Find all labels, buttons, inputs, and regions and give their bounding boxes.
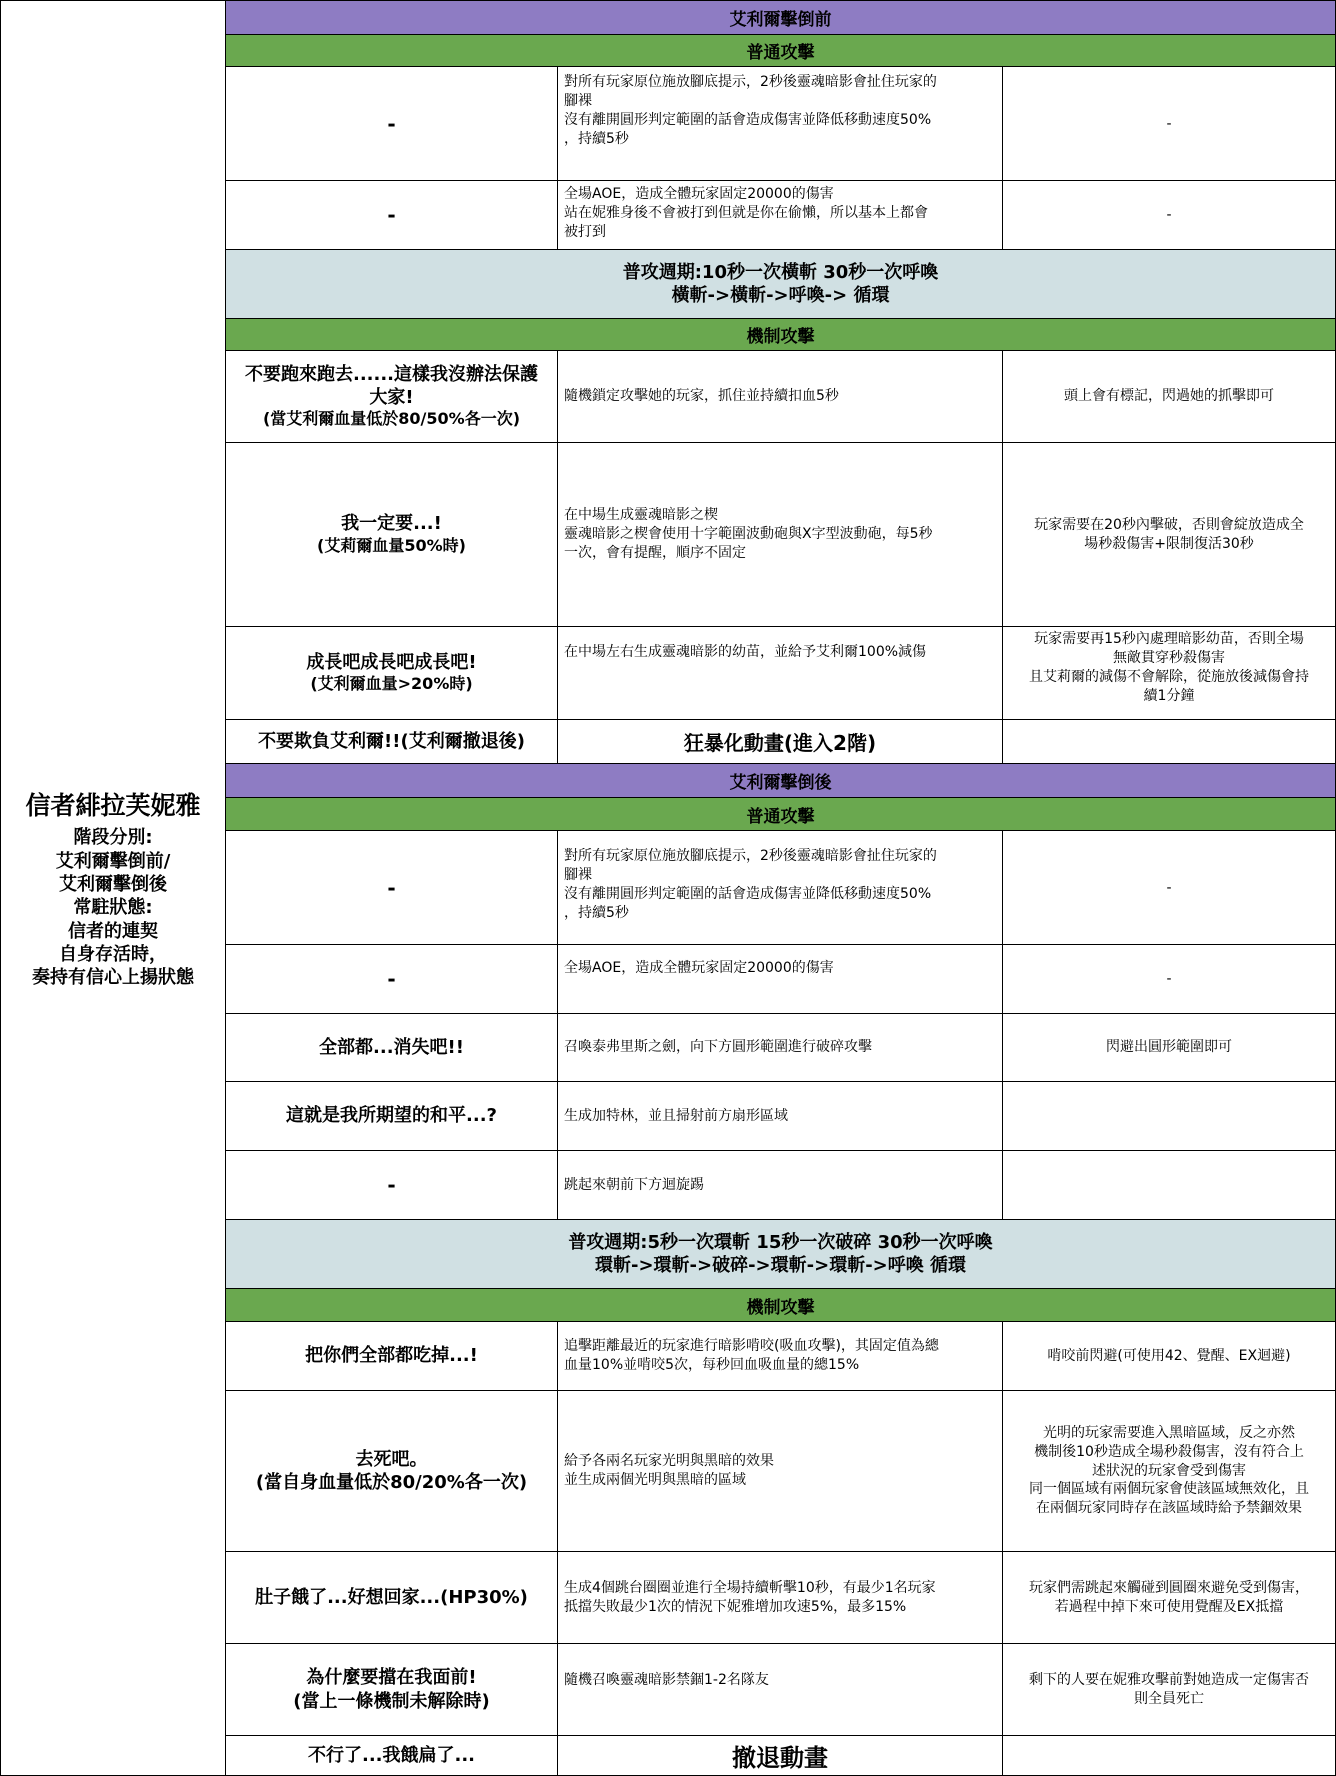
skill-tip-cell bbox=[1002, 350, 1336, 443]
skill-desc-cell bbox=[557, 626, 1003, 720]
skill-name-cell bbox=[225, 180, 558, 250]
desc-line: 並生成兩個光明與黑暗的區域 bbox=[564, 1472, 746, 1488]
skill-name: 不行了...我餓扁了... bbox=[307, 1744, 476, 1766]
skill-desc-cell bbox=[557, 1081, 1003, 1151]
skill-tip-cell bbox=[1002, 1551, 1336, 1644]
skill-desc-cell bbox=[557, 1390, 1003, 1552]
desc-line: 血量10%並啃咬5次，每秒回血吸血量的總15% bbox=[564, 1357, 860, 1373]
skill-name-cell bbox=[225, 350, 558, 443]
desc-line: 對所有玩家原位施放腳底提示，2秒後靈魂暗影會扯住玩家的 bbox=[564, 848, 937, 864]
desc-line: 全場AOE，造成全體玩家固定20000的傷害 bbox=[564, 960, 834, 976]
skill-desc-cell bbox=[557, 1735, 1003, 1776]
desc-line: 隨機召喚靈魂暗影禁錮1-2名隊友 bbox=[564, 1672, 769, 1688]
cycle-line: 普攻週期:5秒一次環斬 15秒一次破碎 30秒一次呼喚 bbox=[568, 1231, 993, 1253]
desc-line: 站在妮雅身後不會被打到但就是你在偷懶，所以基本上都會 bbox=[564, 204, 928, 221]
cycle-line: 橫斬->橫斬->呼喚-> 循環 bbox=[671, 285, 890, 306]
desc-line: 靈魂暗影之楔會使用十字範圍波動砲與X字型波動砲，每5秒 bbox=[564, 526, 933, 543]
skill-tip: 閃避出圓形範圍即可 bbox=[1106, 1039, 1232, 1056]
skill-name: 這就是我所期望的和平...? bbox=[286, 1105, 497, 1127]
phase2-mech-header: 機制攻擊 bbox=[225, 1288, 1336, 1322]
tip-line: 光明的玩家需要進入黑暗區域，反之亦然 bbox=[1043, 1424, 1295, 1441]
skill-tip: - bbox=[1166, 115, 1172, 132]
skill-name: 去死吧。 bbox=[355, 1448, 428, 1470]
skill-name-cell bbox=[225, 1735, 558, 1776]
skill-tip-cell bbox=[1002, 944, 1336, 1014]
skill-desc-cell bbox=[557, 719, 1003, 764]
skill-desc-cell bbox=[557, 1013, 1003, 1082]
skill-name: 肚子餓了...好想回家...(HP30%) bbox=[255, 1586, 528, 1608]
phase2-normal-header: 普通攻擊 bbox=[225, 797, 1336, 831]
skill-name-cell bbox=[225, 626, 558, 720]
skill-tip: - bbox=[1166, 207, 1172, 223]
skill-name-cell bbox=[225, 719, 558, 764]
desc-line: 生成加特林，並且掃射前方扇形區域 bbox=[564, 1107, 788, 1124]
skill-desc-cell bbox=[557, 1150, 1003, 1220]
skill-tip-cell bbox=[1002, 1321, 1336, 1391]
desc-line: 對所有玩家原位施放腳底提示，2秒後靈魂暗影會扯住玩家的 bbox=[564, 74, 937, 90]
tip-line: 在兩個玩家同時存在該區域時給予禁錮效果 bbox=[1036, 1500, 1302, 1517]
tip-line: 則全員死亡 bbox=[1134, 1690, 1204, 1707]
tip-line: 同一個區域有兩個玩家會使該區域無效化，且 bbox=[1029, 1481, 1309, 1498]
desc-line: 召喚泰弗里斯之劍，向下方圓形範圍進行破碎攻擊 bbox=[564, 1039, 872, 1056]
skill-name-cell bbox=[225, 1013, 558, 1082]
skill-name-cell bbox=[225, 1390, 558, 1552]
skill-name: - bbox=[387, 967, 396, 991]
skill-desc-cell bbox=[557, 1321, 1003, 1391]
phase2-cycle bbox=[225, 1219, 1336, 1289]
skill-tip-cell bbox=[1002, 1150, 1336, 1220]
skill-tip-cell bbox=[1002, 1643, 1336, 1736]
skill-tip-cell bbox=[1002, 1390, 1336, 1552]
desc-line: 在中場左右生成靈魂暗影的幼苗，並給予艾利爾100%減傷 bbox=[564, 644, 927, 660]
tip-line: 無敵貫穿秒殺傷害 bbox=[1113, 649, 1225, 666]
desc-line: 腳裸 bbox=[564, 92, 592, 109]
skill-desc-cell bbox=[557, 442, 1003, 627]
cycle-line: 環斬->環斬->破碎->環斬->環斬->呼喚 循環 bbox=[594, 1255, 967, 1276]
boss-line: 艾利爾擊倒前/ bbox=[55, 850, 171, 872]
desc-line: ，持續5秒 bbox=[564, 130, 629, 147]
skill-name-cell bbox=[225, 442, 558, 627]
tip-line: 續1分鐘 bbox=[1143, 687, 1195, 704]
boss-line: 常駐狀態: bbox=[73, 897, 153, 919]
phase2-title: 艾利爾擊倒後 bbox=[225, 763, 1336, 798]
skill-name: 把你們全部都吃掉...! bbox=[305, 1345, 478, 1367]
skill-name: 成長吧成長吧成長吧! bbox=[306, 651, 477, 673]
skill-name-cell bbox=[225, 830, 558, 945]
skill-name: - bbox=[387, 1173, 396, 1197]
skill-name: 大家! bbox=[369, 387, 414, 409]
skill-name: (當上一條機制未解除時) bbox=[293, 1690, 490, 1712]
desc-line: 沒有離開圓形判定範圍的話會造成傷害並降低移動速度50% bbox=[564, 111, 932, 128]
skill-tip-cell bbox=[1002, 66, 1336, 181]
skill-name-cell bbox=[225, 1551, 558, 1644]
skill-name: 為什麼要擋在我面前! bbox=[306, 1667, 477, 1689]
boss-line: 自身存活時， bbox=[59, 944, 167, 966]
skill-name: - bbox=[387, 111, 396, 136]
desc-line: 給予各兩名玩家光明與黑暗的效果 bbox=[564, 1453, 774, 1470]
skill-name-cell bbox=[225, 1081, 558, 1151]
skill-name-cell bbox=[225, 1321, 558, 1391]
skill-name-cell bbox=[225, 66, 558, 181]
skill-name: 全部都...消失吧!! bbox=[319, 1036, 464, 1058]
skill-name: 不要欺負艾利爾!!(艾利爾撤退後) bbox=[258, 730, 525, 752]
skill-desc-cell bbox=[557, 830, 1003, 945]
skill-desc-cell bbox=[557, 1551, 1003, 1644]
skill-name: - bbox=[387, 875, 396, 900]
desc-line: 追擊距離最近的玩家進行暗影啃咬(吸血攻擊)，其固定值為總 bbox=[564, 1338, 939, 1355]
skill-desc-cell bbox=[557, 1643, 1003, 1736]
tip-line: 啃咬前閃避(可使用42、覺醒、EX迴避) bbox=[1047, 1347, 1291, 1364]
skill-name: 不要跑來跑去......這樣我沒辦法保護 bbox=[244, 363, 539, 385]
tip-line: 若過程中掉下來可使用覺醒及EX抵擋 bbox=[1054, 1598, 1284, 1615]
tip-line: 頭上會有標記，閃過她的抓擊即可 bbox=[1064, 388, 1274, 405]
boss-line: 信者的連契 bbox=[68, 920, 158, 942]
skill-tip-cell bbox=[1002, 1735, 1336, 1776]
skill-name-cell bbox=[225, 1643, 558, 1736]
skill-tip-cell bbox=[1002, 1013, 1336, 1082]
cycle-line: 普攻週期:10秒一次橫斬 30秒一次呼喚 bbox=[622, 261, 939, 283]
phase1-cycle bbox=[225, 249, 1336, 319]
phase1-normal-header: 普通攻擊 bbox=[225, 34, 1336, 67]
skill-name: 我一定要...! bbox=[341, 513, 442, 535]
tip-line: 場秒殺傷害+限制復活30秒 bbox=[1084, 535, 1254, 552]
tip-line: 玩家需要在20秒內擊破，否則會綻放造成全 bbox=[1034, 516, 1304, 533]
boss-line: 奏持有信心上揚狀態 bbox=[32, 967, 194, 989]
skill-name: (當自身血量低於80/20%各一次) bbox=[255, 1472, 528, 1493]
skill-desc-cell bbox=[557, 66, 1003, 181]
tip-line: 玩家們需跳起來觸碰到圓圈來避免受到傷害， bbox=[1029, 1579, 1309, 1596]
tip-line: 機制後10秒造成全場秒殺傷害，沒有符合上 bbox=[1034, 1443, 1304, 1460]
desc-line: ，持續5秒 bbox=[564, 904, 629, 921]
skill-tip-cell bbox=[1002, 1081, 1336, 1151]
skill-desc-cell bbox=[557, 180, 1003, 250]
skill-tip-cell bbox=[1002, 830, 1336, 945]
boss-name: 信者緋拉芙妮雅 bbox=[25, 791, 201, 821]
boss-line: 階段分別: bbox=[73, 827, 153, 849]
skill-name-cell bbox=[225, 944, 558, 1014]
skill-desc-cell bbox=[557, 350, 1003, 443]
phase1-mech-header: 機制攻擊 bbox=[225, 318, 1336, 351]
desc-line: 沒有離開圓形判定範圍的話會造成傷害並降低移動速度50% bbox=[564, 885, 932, 902]
boss-line: 艾利爾擊倒後 bbox=[59, 873, 167, 895]
tip-line: 剩下的人要在妮雅攻擊前對她造成一定傷害否 bbox=[1029, 1672, 1309, 1688]
tip-line: 玩家需要再15秒內處理暗影幼苗，否則全場 bbox=[1034, 631, 1304, 647]
tip-line: 述狀況的玩家會受到傷害 bbox=[1092, 1462, 1246, 1479]
skill-condition: (艾莉爾血量50%時) bbox=[317, 535, 466, 555]
desc-line: 撤退動畫 bbox=[732, 1744, 828, 1772]
skill-tip-cell bbox=[1002, 442, 1336, 627]
skill-name: - bbox=[387, 203, 396, 227]
skill-tip-cell bbox=[1002, 180, 1336, 250]
skill-tip: - bbox=[1166, 879, 1172, 896]
desc-line: 抵擋失敗最少1次的情況下妮雅增加攻速5%，最多15% bbox=[564, 1598, 907, 1615]
skill-desc-cell bbox=[557, 944, 1003, 1014]
desc-line: 生成4個跳台圈圈並進行全場持續斬擊10秒，有最少1名玩家 bbox=[564, 1579, 936, 1596]
desc-line: 在中場生成靈魂暗影之楔 bbox=[564, 507, 718, 524]
phase1-title: 艾利爾擊倒前 bbox=[225, 0, 1336, 35]
skill-tip-cell bbox=[1002, 626, 1336, 720]
skill-tip-cell bbox=[1002, 719, 1336, 764]
skill-tip: - bbox=[1166, 971, 1172, 987]
boss-summary-cell bbox=[0, 0, 226, 1776]
skill-condition: (艾利爾血量>20%時) bbox=[310, 674, 473, 694]
desc-line: 隨機鎖定攻擊她的玩家，抓住並持續扣血5秒 bbox=[564, 388, 839, 405]
desc-line: 跳起來朝前下方迴旋踢 bbox=[564, 1176, 704, 1193]
desc-line: 腳裸 bbox=[564, 866, 592, 883]
skill-name-cell bbox=[225, 1150, 558, 1220]
desc-line: 全場AOE，造成全體玩家固定20000的傷害 bbox=[564, 186, 834, 202]
tip-line: 且艾莉爾的減傷不會解除，從施放後減傷會持 bbox=[1029, 668, 1309, 685]
skill-condition: (當艾利爾血量低於80/50%各一次) bbox=[262, 409, 521, 429]
desc-line: 狂暴化動畫(進入2階) bbox=[683, 731, 877, 755]
desc-line: 一次，會有提醒，順序不固定 bbox=[564, 544, 746, 561]
desc-line: 被打到 bbox=[564, 223, 606, 240]
